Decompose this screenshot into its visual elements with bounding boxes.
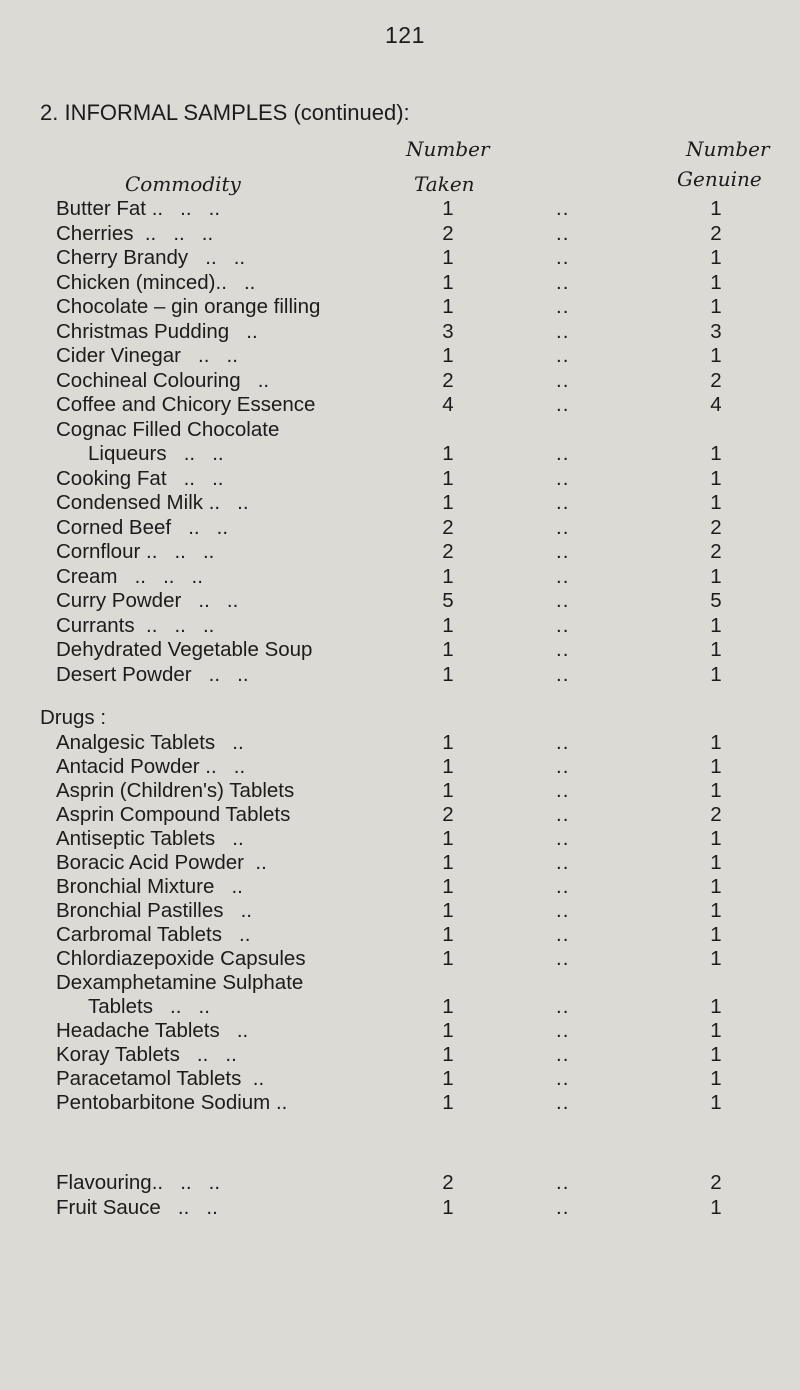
leader-dots: .. <box>556 515 570 539</box>
number-genuine: 1 <box>710 662 722 686</box>
table-row <box>0 417 800 443</box>
leader-dots: .. <box>556 491 570 514</box>
commodity-name: Carbromal Tablets .. <box>56 923 251 946</box>
commodity-name: Asprin Compound Tablets <box>56 803 291 826</box>
table-row <box>0 662 800 688</box>
number-taken: 1 <box>442 246 454 269</box>
table-row <box>0 994 800 1020</box>
leader-dots: .. <box>556 540 570 563</box>
table-row <box>0 294 800 320</box>
leader-dots: .. <box>556 319 570 343</box>
number-genuine: 1 <box>710 295 722 318</box>
number-taken: 1 <box>442 1091 454 1114</box>
leader-dots: .. <box>556 270 570 294</box>
commodity-name: Cherries .. .. .. <box>56 221 214 245</box>
number-taken: 5 <box>442 589 454 612</box>
number-taken: 1 <box>442 995 454 1018</box>
drugs-heading: Drugs : <box>40 706 107 729</box>
table-row <box>0 802 800 828</box>
number-genuine: 1 <box>710 779 722 802</box>
table-row <box>0 898 800 924</box>
commodity-name: Antiseptic Tablets .. <box>56 827 244 850</box>
number-taken: 2 <box>442 540 454 563</box>
commodity-name: Cherry Brandy .. .. <box>56 246 246 269</box>
number-genuine: 3 <box>710 319 722 343</box>
commodity-name: Butter Fat .. .. .. <box>56 197 221 220</box>
commodity-name: Condensed Milk .. .. <box>56 491 249 514</box>
number-taken: 4 <box>442 393 454 416</box>
number-taken: 1 <box>442 613 454 637</box>
leader-dots: .. <box>556 755 570 778</box>
table-row <box>0 466 800 492</box>
table-row <box>0 1195 800 1221</box>
leader-dots: .. <box>556 368 570 392</box>
number-taken: 1 <box>442 564 454 588</box>
table-row <box>0 196 800 222</box>
leader-dots: .. <box>556 779 570 802</box>
table-row <box>0 392 800 418</box>
number-genuine: 2 <box>710 1171 722 1194</box>
commodity-name: Tablets .. .. <box>88 995 210 1018</box>
table-row <box>0 1066 800 1092</box>
leader-dots: .. <box>556 662 570 686</box>
commodity-name: Christmas Pudding .. <box>56 319 258 343</box>
commodity-name: Curry Powder .. .. <box>56 589 239 612</box>
leader-dots: .. <box>556 1171 570 1194</box>
number-genuine: 5 <box>710 589 722 612</box>
leader-dots: .. <box>556 803 570 826</box>
commodity-name: Paracetamol Tablets .. <box>56 1067 265 1090</box>
number-taken: 2 <box>442 1171 454 1194</box>
number-genuine: 1 <box>710 731 722 754</box>
table-row <box>0 970 800 996</box>
leader-dots: .. <box>556 197 570 220</box>
leader-dots: .. <box>556 875 570 898</box>
column-header-taken-line1: Number <box>406 137 490 161</box>
commodity-name: Boracic Acid Powder .. <box>56 851 267 874</box>
number-genuine: 1 <box>710 755 722 778</box>
commodity-name: Corned Beef .. .. <box>56 515 229 539</box>
leader-dots: .. <box>556 1019 570 1042</box>
number-genuine: 1 <box>710 442 722 465</box>
number-genuine: 1 <box>710 197 722 220</box>
number-genuine: 1 <box>710 246 722 269</box>
number-genuine: 4 <box>710 393 722 416</box>
table-row <box>0 613 800 639</box>
number-genuine: 1 <box>710 1043 722 1066</box>
number-taken: 1 <box>442 1043 454 1066</box>
table-row <box>0 564 800 590</box>
section-heading: 2. INFORMAL SAMPLES (continued): <box>40 100 410 125</box>
leader-dots: .. <box>556 851 570 874</box>
number-genuine: 2 <box>710 221 722 245</box>
commodity-name: Antacid Powder .. .. <box>56 755 246 778</box>
leader-dots: .. <box>556 295 570 318</box>
number-genuine: 2 <box>710 803 722 826</box>
commodity-name: Bronchial Pastilles .. <box>56 899 252 922</box>
commodity-name: Asprin (Children's) Tablets <box>56 779 295 802</box>
number-taken: 3 <box>442 319 454 343</box>
table-row <box>0 368 800 394</box>
number-taken: 1 <box>442 662 454 686</box>
number-genuine: 2 <box>710 515 722 539</box>
table-row <box>0 270 800 296</box>
leader-dots: .. <box>556 923 570 946</box>
leader-dots: .. <box>556 1091 570 1114</box>
leader-dots: .. <box>556 899 570 922</box>
number-genuine: 1 <box>710 613 722 637</box>
number-taken: 1 <box>442 270 454 294</box>
table-row <box>0 441 800 467</box>
table-row <box>0 1090 800 1116</box>
number-genuine: 1 <box>710 1196 722 1219</box>
leader-dots: .. <box>556 589 570 612</box>
leader-dots: .. <box>556 344 570 367</box>
commodity-name: Bronchial Mixture .. <box>56 875 243 898</box>
number-taken: 1 <box>442 1196 454 1219</box>
commodity-name: Cooking Fat .. .. <box>56 466 224 490</box>
leader-dots: .. <box>556 1196 570 1219</box>
commodity-name: Analgesic Tablets .. <box>56 731 244 754</box>
table-row <box>0 754 800 780</box>
commodity-name: Chicken (minced).. .. <box>56 270 256 294</box>
leader-dots: .. <box>556 393 570 416</box>
column-header-commodity: Commodity <box>125 172 241 196</box>
number-taken: 1 <box>442 295 454 318</box>
commodity-name: Cognac Filled Chocolate <box>56 417 280 441</box>
number-taken: 1 <box>442 1019 454 1042</box>
number-genuine: 1 <box>710 466 722 490</box>
table-row <box>0 874 800 900</box>
leader-dots: .. <box>556 564 570 588</box>
commodity-name: Cream .. .. .. <box>56 564 203 588</box>
number-taken: 1 <box>442 442 454 465</box>
table-row <box>0 1042 800 1068</box>
number-taken: 2 <box>442 368 454 392</box>
table-row <box>0 245 800 271</box>
column-header-taken-line2: Taken <box>414 172 475 196</box>
number-genuine: 1 <box>710 875 722 898</box>
leader-dots: .. <box>556 466 570 490</box>
number-taken: 1 <box>442 947 454 970</box>
number-genuine: 1 <box>710 564 722 588</box>
number-taken: 1 <box>442 851 454 874</box>
commodity-name: Fruit Sauce .. .. <box>56 1196 218 1219</box>
number-genuine: 1 <box>710 344 722 367</box>
commodity-name: Koray Tablets .. .. <box>56 1043 237 1066</box>
number-taken: 1 <box>442 755 454 778</box>
table-row <box>0 922 800 948</box>
table-row <box>0 319 800 345</box>
number-taken: 1 <box>442 875 454 898</box>
leader-dots: .. <box>556 638 570 661</box>
leader-dots: .. <box>556 246 570 269</box>
table-row <box>0 826 800 852</box>
leader-dots: .. <box>556 613 570 637</box>
commodity-name: Dehydrated Vegetable Soup <box>56 638 313 661</box>
table-row <box>0 343 800 369</box>
table-row <box>0 539 800 565</box>
number-genuine: 1 <box>710 638 722 661</box>
table-row <box>0 490 800 516</box>
commodity-name: Liqueurs .. .. <box>88 442 224 465</box>
column-header-genuine-line1: Number <box>686 137 770 161</box>
number-genuine: 1 <box>710 1091 722 1114</box>
number-taken: 1 <box>442 731 454 754</box>
table-row <box>0 1018 800 1044</box>
table-row <box>0 778 800 804</box>
number-genuine: 1 <box>710 491 722 514</box>
leader-dots: .. <box>556 1067 570 1090</box>
table-row <box>0 637 800 663</box>
number-taken: 1 <box>442 466 454 490</box>
number-genuine: 1 <box>710 947 722 970</box>
number-genuine: 1 <box>710 995 722 1018</box>
table-row <box>0 730 800 756</box>
commodity-name: Cornflour .. .. .. <box>56 540 215 563</box>
number-taken: 1 <box>442 827 454 850</box>
commodity-name: Chlordiazepoxide Capsules <box>56 947 306 970</box>
number-taken: 2 <box>442 803 454 826</box>
number-genuine: 2 <box>710 540 722 563</box>
number-genuine: 2 <box>710 368 722 392</box>
table-row <box>0 946 800 972</box>
table-row <box>0 1170 800 1196</box>
table-row <box>0 850 800 876</box>
number-taken: 1 <box>442 638 454 661</box>
number-genuine: 1 <box>710 851 722 874</box>
leader-dots: .. <box>556 995 570 1018</box>
page-number: 121 <box>385 22 425 48</box>
number-genuine: 1 <box>710 923 722 946</box>
commodity-name: Coffee and Chicory Essence <box>56 393 316 416</box>
number-genuine: 1 <box>710 1067 722 1090</box>
number-genuine: 1 <box>710 827 722 850</box>
leader-dots: .. <box>556 947 570 970</box>
table-row <box>0 588 800 614</box>
table-row <box>0 221 800 247</box>
commodity-name: Pentobarbitone Sodium .. <box>56 1091 288 1114</box>
commodity-name: Cochineal Colouring .. <box>56 368 270 392</box>
number-taken: 1 <box>442 1067 454 1090</box>
number-taken: 1 <box>442 923 454 946</box>
commodity-name: Headache Tablets .. <box>56 1019 249 1042</box>
number-taken: 1 <box>442 491 454 514</box>
number-genuine: 1 <box>710 270 722 294</box>
number-taken: 1 <box>442 344 454 367</box>
number-taken: 2 <box>442 221 454 245</box>
commodity-name: Currants .. .. .. <box>56 613 215 637</box>
commodity-name: Chocolate – gin orange filling <box>56 295 321 318</box>
number-taken: 1 <box>442 779 454 802</box>
number-genuine: 1 <box>710 899 722 922</box>
number-taken: 1 <box>442 197 454 220</box>
commodity-name: Flavouring.. .. .. <box>56 1171 221 1194</box>
leader-dots: .. <box>556 827 570 850</box>
leader-dots: .. <box>556 731 570 754</box>
leader-dots: .. <box>556 442 570 465</box>
commodity-name: Cider Vinegar .. .. <box>56 344 238 367</box>
column-header-genuine-line2: Genuine <box>677 167 762 191</box>
leader-dots: .. <box>556 221 570 245</box>
number-taken: 2 <box>442 515 454 539</box>
leader-dots: .. <box>556 1043 570 1066</box>
number-genuine: 1 <box>710 1019 722 1042</box>
number-taken: 1 <box>442 899 454 922</box>
commodity-name: Desert Powder .. .. <box>56 662 249 686</box>
commodity-name: Dexamphetamine Sulphate <box>56 971 304 994</box>
table-row <box>0 515 800 541</box>
